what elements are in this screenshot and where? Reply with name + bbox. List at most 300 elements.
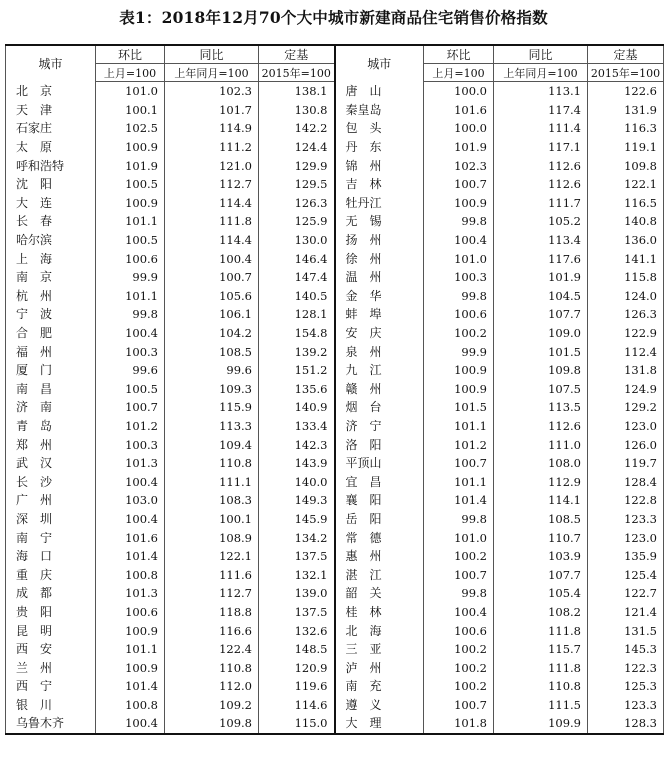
table-header xyxy=(6,45,664,82)
city-header-left: 城市 xyxy=(6,45,96,82)
left-city-name: 杭 州 xyxy=(6,287,96,306)
right-yoy-value: 117.4 xyxy=(494,101,588,120)
right-base-value: 122.6 xyxy=(588,82,664,101)
right-mom-value: 99.8 xyxy=(424,584,494,603)
left-city-name: 贵 阳 xyxy=(6,603,96,622)
right-city-name: 泉 州 xyxy=(335,342,424,361)
right-city-name: 遵 义 xyxy=(335,696,424,715)
left-yoy-value: 112.7 xyxy=(165,175,259,194)
right-mom-value: 100.3 xyxy=(424,268,494,287)
table-row xyxy=(6,696,664,715)
table-row xyxy=(6,621,664,640)
left-city-name: 青 岛 xyxy=(6,417,96,436)
right-mom-value: 100.0 xyxy=(424,82,494,101)
right-base-value: 128.4 xyxy=(588,472,664,491)
left-yoy-value: 108.5 xyxy=(165,342,259,361)
left-yoy-value: 111.2 xyxy=(165,138,259,157)
right-city-name: 吉 林 xyxy=(335,175,424,194)
right-city-name: 赣 州 xyxy=(335,380,424,399)
left-mom-value: 100.4 xyxy=(96,510,165,529)
left-mom-value: 102.5 xyxy=(96,119,165,138)
left-mom-value: 100.5 xyxy=(96,231,165,250)
left-mom-value: 99.9 xyxy=(96,268,165,287)
right-city-name: 洛 阳 xyxy=(335,435,424,454)
yoy-header-left: 同比 xyxy=(165,45,259,64)
right-city-name: 三 亚 xyxy=(335,640,424,659)
right-mom-value: 100.4 xyxy=(424,603,494,622)
table-row xyxy=(6,361,664,380)
right-base-value: 131.8 xyxy=(588,361,664,380)
price-index-table-wrapper xyxy=(5,44,663,735)
left-city-name: 西 安 xyxy=(6,640,96,659)
left-mom-value: 100.3 xyxy=(96,342,165,361)
left-yoy-value: 110.8 xyxy=(165,658,259,677)
left-mom-value: 100.7 xyxy=(96,398,165,417)
left-base-value: 145.9 xyxy=(259,510,335,529)
right-city-name: 大 理 xyxy=(335,714,424,734)
left-base-value: 143.9 xyxy=(259,454,335,473)
left-mom-value: 100.1 xyxy=(96,101,165,120)
table-row xyxy=(6,454,664,473)
price-index-table xyxy=(5,44,664,735)
right-base-value: 141.1 xyxy=(588,249,664,268)
right-base-value: 122.3 xyxy=(588,658,664,677)
left-mom-value: 100.9 xyxy=(96,194,165,213)
left-base-value: 129.9 xyxy=(259,156,335,175)
left-city-name: 郑 州 xyxy=(6,435,96,454)
left-mom-value: 100.8 xyxy=(96,696,165,715)
left-yoy-value: 109.8 xyxy=(165,714,259,734)
right-city-name: 包 头 xyxy=(335,119,424,138)
left-city-name: 南 昌 xyxy=(6,380,96,399)
table-row xyxy=(6,528,664,547)
left-base-value: 140.0 xyxy=(259,472,335,491)
left-yoy-value: 100.7 xyxy=(165,268,259,287)
right-base-value: 116.5 xyxy=(588,194,664,213)
left-city-name: 呼和浩特 xyxy=(6,156,96,175)
right-city-name: 无 锡 xyxy=(335,212,424,231)
left-yoy-value: 111.1 xyxy=(165,472,259,491)
left-mom-value: 99.8 xyxy=(96,305,165,324)
left-base-value: 114.6 xyxy=(259,696,335,715)
right-mom-value: 99.8 xyxy=(424,287,494,306)
table-row xyxy=(6,82,664,101)
right-city-name: 温 州 xyxy=(335,268,424,287)
table-row xyxy=(6,603,664,622)
left-yoy-value: 115.9 xyxy=(165,398,259,417)
left-mom-value: 101.9 xyxy=(96,156,165,175)
left-city-name: 西 宁 xyxy=(6,677,96,696)
right-city-name: 烟 台 xyxy=(335,398,424,417)
left-base-value: 142.3 xyxy=(259,435,335,454)
right-yoy-value: 115.7 xyxy=(494,640,588,659)
left-base-value: 130.8 xyxy=(259,101,335,120)
right-city-name: 常 德 xyxy=(335,528,424,547)
left-mom-value: 100.9 xyxy=(96,621,165,640)
right-yoy-value: 117.6 xyxy=(494,249,588,268)
left-city-name: 南 宁 xyxy=(6,528,96,547)
left-city-name: 重 庆 xyxy=(6,565,96,584)
left-city-name: 兰 州 xyxy=(6,658,96,677)
right-mom-value: 99.9 xyxy=(424,342,494,361)
right-city-name: 韶 关 xyxy=(335,584,424,603)
left-base-value: 134.2 xyxy=(259,528,335,547)
left-city-name: 济 南 xyxy=(6,398,96,417)
left-yoy-value: 118.8 xyxy=(165,603,259,622)
right-yoy-value: 113.1 xyxy=(494,82,588,101)
right-base-value: 123.3 xyxy=(588,510,664,529)
left-city-name: 宁 波 xyxy=(6,305,96,324)
right-city-name: 南 充 xyxy=(335,677,424,696)
right-city-name: 九 江 xyxy=(335,361,424,380)
mom-subheader-right: 上月=100 xyxy=(424,64,494,82)
right-city-name: 惠 州 xyxy=(335,547,424,566)
right-yoy-value: 111.8 xyxy=(494,658,588,677)
right-mom-value: 100.2 xyxy=(424,324,494,343)
left-mom-value: 100.6 xyxy=(96,603,165,622)
left-yoy-value: 114.4 xyxy=(165,231,259,250)
right-base-value: 124.9 xyxy=(588,380,664,399)
table-row xyxy=(6,342,664,361)
left-yoy-value: 109.3 xyxy=(165,380,259,399)
right-city-name: 湛 江 xyxy=(335,565,424,584)
yoy-subheader-left: 上年同月=100 xyxy=(165,64,259,82)
right-yoy-value: 112.9 xyxy=(494,472,588,491)
left-base-value: 132.6 xyxy=(259,621,335,640)
mom-subheader-left: 上月=100 xyxy=(96,64,165,82)
right-base-value: 112.4 xyxy=(588,342,664,361)
left-yoy-value: 108.9 xyxy=(165,528,259,547)
table-row xyxy=(6,398,664,417)
right-city-name: 扬 州 xyxy=(335,231,424,250)
right-city-name: 泸 州 xyxy=(335,658,424,677)
right-yoy-value: 101.5 xyxy=(494,342,588,361)
left-yoy-value: 114.4 xyxy=(165,194,259,213)
left-yoy-value: 100.1 xyxy=(165,510,259,529)
right-yoy-value: 117.1 xyxy=(494,138,588,157)
table-row xyxy=(6,677,664,696)
table-row xyxy=(6,287,664,306)
left-base-value: 147.4 xyxy=(259,268,335,287)
right-yoy-value: 111.0 xyxy=(494,435,588,454)
table-row xyxy=(6,510,664,529)
left-mom-value: 99.6 xyxy=(96,361,165,380)
right-city-name: 牡丹江 xyxy=(335,194,424,213)
left-yoy-value: 110.8 xyxy=(165,454,259,473)
left-yoy-value: 104.2 xyxy=(165,324,259,343)
right-yoy-value: 111.7 xyxy=(494,194,588,213)
left-mom-value: 100.4 xyxy=(96,472,165,491)
left-mom-value: 101.4 xyxy=(96,677,165,696)
table-row xyxy=(6,249,664,268)
table-row xyxy=(6,268,664,287)
right-city-name: 济 宁 xyxy=(335,417,424,436)
right-mom-value: 101.4 xyxy=(424,491,494,510)
right-city-name: 秦皇岛 xyxy=(335,101,424,120)
right-base-value: 123.0 xyxy=(588,528,664,547)
left-base-value: 140.9 xyxy=(259,398,335,417)
left-city-name: 上 海 xyxy=(6,249,96,268)
right-base-value: 135.9 xyxy=(588,547,664,566)
right-base-value: 126.0 xyxy=(588,435,664,454)
right-mom-value: 100.7 xyxy=(424,175,494,194)
left-mom-value: 100.3 xyxy=(96,435,165,454)
table-row xyxy=(6,380,664,399)
right-mom-value: 100.0 xyxy=(424,119,494,138)
right-yoy-value: 111.8 xyxy=(494,621,588,640)
right-mom-value: 101.2 xyxy=(424,435,494,454)
yoy-header-right: 同比 xyxy=(494,45,588,64)
right-yoy-value: 110.8 xyxy=(494,677,588,696)
table-row xyxy=(6,101,664,120)
table-row xyxy=(6,305,664,324)
right-city-name: 锦 州 xyxy=(335,156,424,175)
left-yoy-value: 105.6 xyxy=(165,287,259,306)
right-yoy-value: 107.7 xyxy=(494,565,588,584)
left-mom-value: 101.3 xyxy=(96,454,165,473)
yoy-subheader-right: 上年同月=100 xyxy=(494,64,588,82)
table-row xyxy=(6,565,664,584)
left-city-name: 广 州 xyxy=(6,491,96,510)
right-yoy-value: 107.5 xyxy=(494,380,588,399)
city-header-right: 城市 xyxy=(335,45,424,82)
right-mom-value: 100.9 xyxy=(424,380,494,399)
table-row xyxy=(6,547,664,566)
left-yoy-value: 101.7 xyxy=(165,101,259,120)
left-city-name: 太 原 xyxy=(6,138,96,157)
right-mom-value: 101.9 xyxy=(424,138,494,157)
left-city-name: 乌鲁木齐 xyxy=(6,714,96,734)
right-mom-value: 99.8 xyxy=(424,510,494,529)
left-yoy-value: 114.9 xyxy=(165,119,259,138)
left-mom-value: 101.6 xyxy=(96,528,165,547)
right-mom-value: 100.6 xyxy=(424,305,494,324)
right-yoy-value: 105.2 xyxy=(494,212,588,231)
left-base-value: 126.3 xyxy=(259,194,335,213)
left-mom-value: 103.0 xyxy=(96,491,165,510)
right-city-name: 金 华 xyxy=(335,287,424,306)
table-row xyxy=(6,658,664,677)
left-yoy-value: 112.7 xyxy=(165,584,259,603)
left-yoy-value: 111.8 xyxy=(165,212,259,231)
left-mom-value: 100.8 xyxy=(96,565,165,584)
left-mom-value: 101.2 xyxy=(96,417,165,436)
left-city-name: 天 津 xyxy=(6,101,96,120)
left-city-name: 石家庄 xyxy=(6,119,96,138)
right-yoy-value: 109.9 xyxy=(494,714,588,734)
left-city-name: 合 肥 xyxy=(6,324,96,343)
right-yoy-value: 113.5 xyxy=(494,398,588,417)
table-row xyxy=(6,491,664,510)
right-mom-value: 100.7 xyxy=(424,454,494,473)
left-city-name: 沈 阳 xyxy=(6,175,96,194)
left-mom-value: 101.1 xyxy=(96,212,165,231)
right-mom-value: 100.2 xyxy=(424,640,494,659)
right-base-value: 128.3 xyxy=(588,714,664,734)
left-city-name: 长 春 xyxy=(6,212,96,231)
left-base-value: 137.5 xyxy=(259,547,335,566)
right-yoy-value: 108.0 xyxy=(494,454,588,473)
left-city-name: 深 圳 xyxy=(6,510,96,529)
right-city-name: 安 庆 xyxy=(335,324,424,343)
left-base-value: 135.6 xyxy=(259,380,335,399)
right-base-value: 131.9 xyxy=(588,101,664,120)
table-row xyxy=(6,714,664,734)
right-mom-value: 101.1 xyxy=(424,472,494,491)
left-base-value: 148.5 xyxy=(259,640,335,659)
left-mom-value: 101.4 xyxy=(96,547,165,566)
right-base-value: 119.1 xyxy=(588,138,664,157)
left-base-value: 151.2 xyxy=(259,361,335,380)
left-mom-value: 101.3 xyxy=(96,584,165,603)
right-base-value: 121.4 xyxy=(588,603,664,622)
right-base-value: 125.3 xyxy=(588,677,664,696)
left-city-name: 大 连 xyxy=(6,194,96,213)
right-city-name: 丹 东 xyxy=(335,138,424,157)
table-row xyxy=(6,231,664,250)
left-city-name: 福 州 xyxy=(6,342,96,361)
right-yoy-value: 108.5 xyxy=(494,510,588,529)
left-base-value: 146.4 xyxy=(259,249,335,268)
right-yoy-value: 111.4 xyxy=(494,119,588,138)
right-yoy-value: 108.2 xyxy=(494,603,588,622)
left-mom-value: 100.4 xyxy=(96,714,165,734)
right-yoy-value: 113.4 xyxy=(494,231,588,250)
left-base-value: 140.5 xyxy=(259,287,335,306)
right-mom-value: 99.8 xyxy=(424,212,494,231)
left-base-value: 129.5 xyxy=(259,175,335,194)
right-base-value: 123.0 xyxy=(588,417,664,436)
left-base-value: 154.8 xyxy=(259,324,335,343)
left-base-value: 130.0 xyxy=(259,231,335,250)
left-city-name: 武 汉 xyxy=(6,454,96,473)
mom-header-right: 环比 xyxy=(424,45,494,64)
left-mom-value: 100.4 xyxy=(96,324,165,343)
table-row xyxy=(6,584,664,603)
left-base-value: 124.4 xyxy=(259,138,335,157)
right-mom-value: 101.6 xyxy=(424,101,494,120)
left-yoy-value: 106.1 xyxy=(165,305,259,324)
table-row xyxy=(6,175,664,194)
right-yoy-value: 110.7 xyxy=(494,528,588,547)
right-mom-value: 100.9 xyxy=(424,194,494,213)
table-row xyxy=(6,194,664,213)
right-base-value: 109.8 xyxy=(588,156,664,175)
right-yoy-value: 104.5 xyxy=(494,287,588,306)
left-base-value: 142.2 xyxy=(259,119,335,138)
right-base-value: 122.9 xyxy=(588,324,664,343)
right-city-name: 北 海 xyxy=(335,621,424,640)
left-mom-value: 100.9 xyxy=(96,658,165,677)
right-base-value: 140.8 xyxy=(588,212,664,231)
left-base-value: 128.1 xyxy=(259,305,335,324)
left-city-name: 银 川 xyxy=(6,696,96,715)
left-yoy-value: 111.6 xyxy=(165,565,259,584)
left-yoy-value: 99.6 xyxy=(165,361,259,380)
left-base-value: 138.1 xyxy=(259,82,335,101)
left-mom-value: 100.6 xyxy=(96,249,165,268)
right-mom-value: 100.2 xyxy=(424,677,494,696)
right-mom-value: 101.1 xyxy=(424,417,494,436)
base-header-left: 定基 xyxy=(259,45,335,64)
left-base-value: 119.6 xyxy=(259,677,335,696)
mom-header-left: 环比 xyxy=(96,45,165,64)
right-base-value: 136.0 xyxy=(588,231,664,250)
right-base-value: 122.8 xyxy=(588,491,664,510)
right-mom-value: 101.5 xyxy=(424,398,494,417)
right-city-name: 徐 州 xyxy=(335,249,424,268)
right-mom-value: 100.6 xyxy=(424,621,494,640)
right-yoy-value: 112.6 xyxy=(494,175,588,194)
left-base-value: 139.0 xyxy=(259,584,335,603)
base-header-right: 定基 xyxy=(588,45,664,64)
right-mom-value: 100.4 xyxy=(424,231,494,250)
right-base-value: 129.2 xyxy=(588,398,664,417)
left-city-name: 厦 门 xyxy=(6,361,96,380)
right-base-value: 116.3 xyxy=(588,119,664,138)
right-city-name: 宜 昌 xyxy=(335,472,424,491)
right-city-name: 岳 阳 xyxy=(335,510,424,529)
right-base-value: 131.5 xyxy=(588,621,664,640)
table-row xyxy=(6,417,664,436)
right-yoy-value: 111.5 xyxy=(494,696,588,715)
table-row xyxy=(6,138,664,157)
left-city-name: 昆 明 xyxy=(6,621,96,640)
left-city-name: 南 京 xyxy=(6,268,96,287)
left-base-value: 133.4 xyxy=(259,417,335,436)
left-yoy-value: 109.2 xyxy=(165,696,259,715)
left-yoy-value: 113.3 xyxy=(165,417,259,436)
table-row xyxy=(6,435,664,454)
right-base-value: 119.7 xyxy=(588,454,664,473)
left-yoy-value: 108.3 xyxy=(165,491,259,510)
right-city-name: 平顶山 xyxy=(335,454,424,473)
table-row xyxy=(6,212,664,231)
right-base-value: 122.7 xyxy=(588,584,664,603)
left-yoy-value: 121.0 xyxy=(165,156,259,175)
right-yoy-value: 114.1 xyxy=(494,491,588,510)
right-mom-value: 101.8 xyxy=(424,714,494,734)
right-base-value: 126.3 xyxy=(588,305,664,324)
table-row xyxy=(6,119,664,138)
right-yoy-value: 103.9 xyxy=(494,547,588,566)
table-row xyxy=(6,472,664,491)
right-base-value: 123.3 xyxy=(588,696,664,715)
right-mom-value: 100.2 xyxy=(424,658,494,677)
base-subheader-right: 2015年=100 xyxy=(588,64,664,82)
left-mom-value: 101.1 xyxy=(96,640,165,659)
left-yoy-value: 100.4 xyxy=(165,249,259,268)
left-base-value: 132.1 xyxy=(259,565,335,584)
right-city-name: 桂 林 xyxy=(335,603,424,622)
right-base-value: 122.1 xyxy=(588,175,664,194)
left-mom-value: 101.1 xyxy=(96,287,165,306)
table-title: 表1：2018年12月70个大中城市新建商品住宅销售价格指数 xyxy=(119,8,548,27)
left-mom-value: 100.5 xyxy=(96,380,165,399)
left-city-name: 海 口 xyxy=(6,547,96,566)
left-base-value: 149.3 xyxy=(259,491,335,510)
right-mom-value: 100.7 xyxy=(424,696,494,715)
left-mom-value: 101.0 xyxy=(96,82,165,101)
right-yoy-value: 109.0 xyxy=(494,324,588,343)
left-yoy-value: 109.4 xyxy=(165,435,259,454)
left-yoy-value: 112.0 xyxy=(165,677,259,696)
table-row xyxy=(6,640,664,659)
left-city-name: 哈尔滨 xyxy=(6,231,96,250)
left-mom-value: 100.5 xyxy=(96,175,165,194)
right-yoy-value: 105.4 xyxy=(494,584,588,603)
table-body xyxy=(6,82,664,734)
